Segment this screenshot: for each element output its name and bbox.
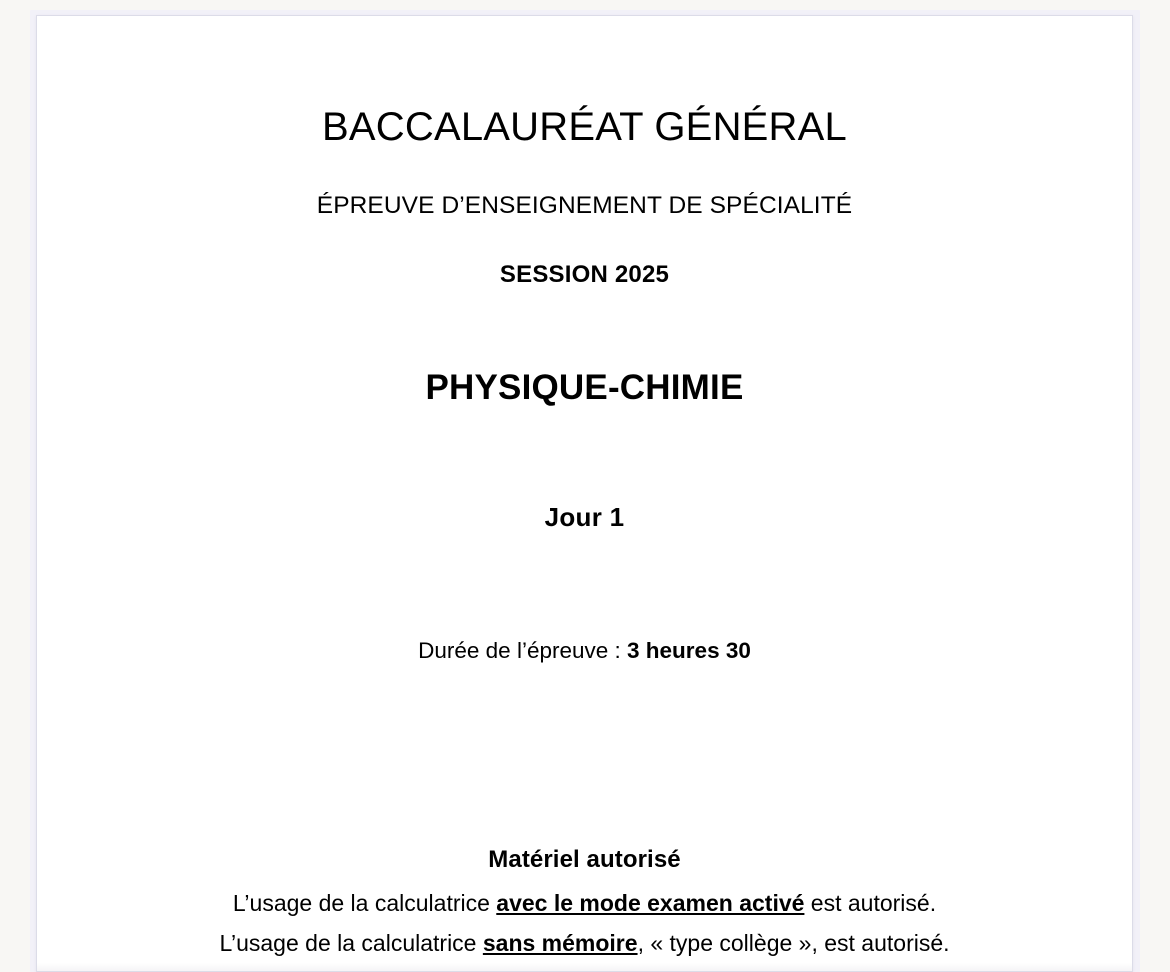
- duration-value: 3 heures 30: [627, 638, 751, 663]
- calculator-rule-line-1: [37, 890, 1132, 916]
- exam-duration: [37, 638, 1132, 664]
- material-allowed-heading: Matériel autorisé: [488, 846, 681, 873]
- exam-day: Jour 1: [544, 502, 625, 532]
- duration-separator: :: [614, 638, 628, 663]
- exam-subject: PHYSIQUE-CHIMIE: [425, 368, 744, 407]
- duration-label: Durée de l’épreuve: [418, 638, 615, 663]
- page-bottom-shading: [37, 963, 1132, 971]
- page-content: [37, 16, 1132, 971]
- calculator-rule-line-2: [37, 930, 1132, 956]
- exam-main-title: BACCALAURÉAT GÉNÉRAL: [322, 105, 847, 149]
- calc-line2-prefix: L’usage de la calculatrice: [219, 930, 483, 956]
- exam-session: SESSION 2025: [499, 261, 670, 288]
- calc-line2-emphasis: sans mémoire: [482, 930, 638, 956]
- calc-line1-prefix: L’usage de la calculatrice: [232, 890, 497, 916]
- calc-line1-suffix: est autorisé.: [804, 890, 937, 916]
- document-page[interactable]: [36, 15, 1133, 972]
- calc-line2-suffix: , « type collège », est autorisé.: [637, 930, 950, 956]
- calc-line1-emphasis: avec le mode examen activé: [496, 890, 805, 916]
- exam-subtitle: ÉPREUVE D’ENSEIGNEMENT DE SPÉCIALITÉ: [316, 192, 853, 219]
